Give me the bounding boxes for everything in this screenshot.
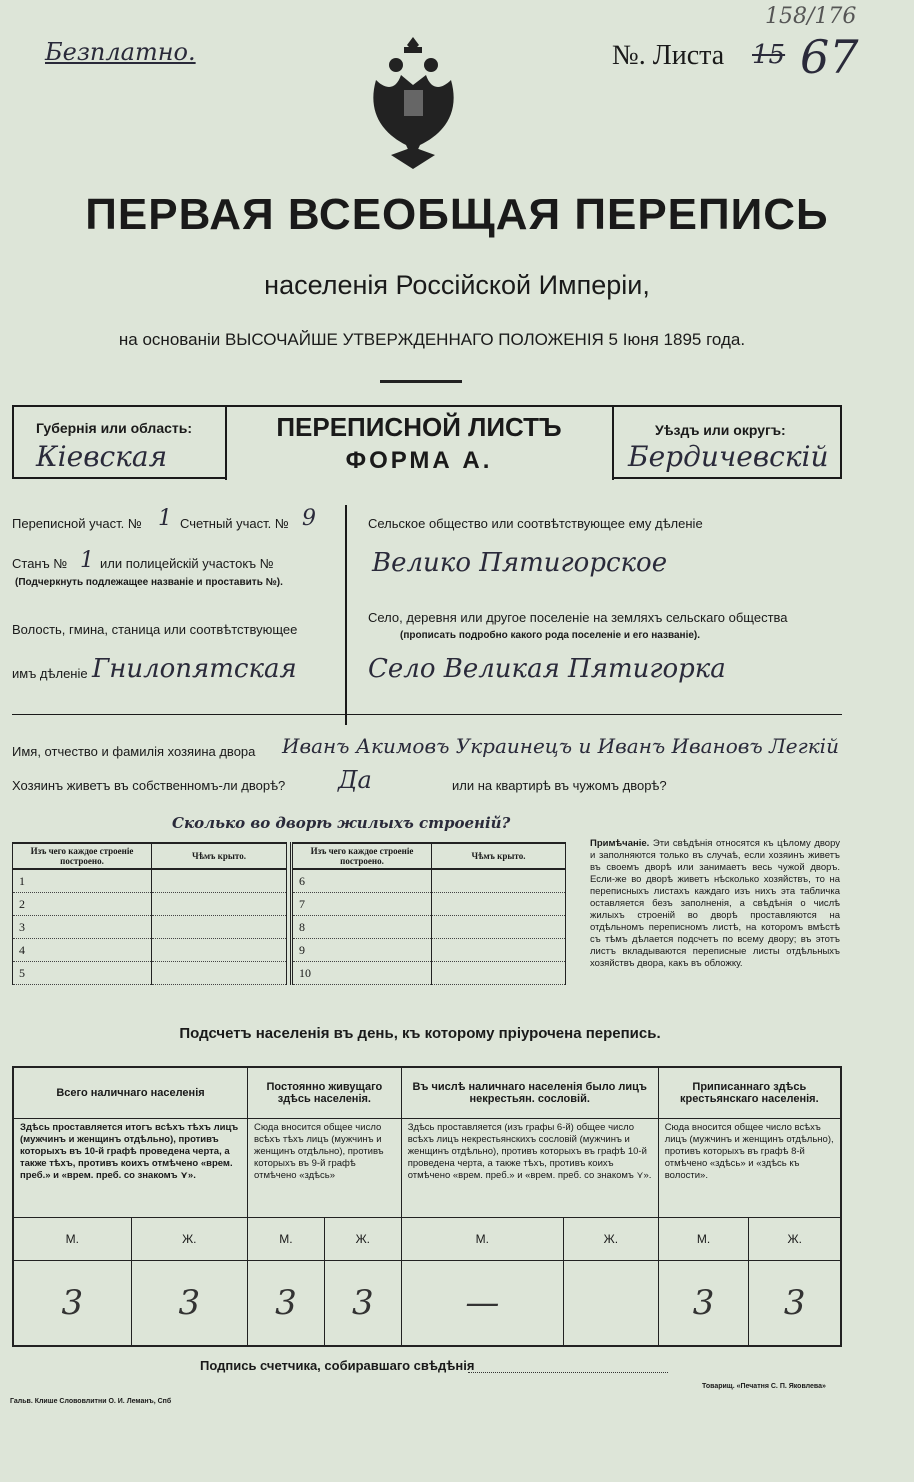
permanent-female-value: 3 <box>324 1261 401 1347</box>
form-type-title: ПЕРЕПИСНОЙ ЛИСТЪ <box>276 412 562 442</box>
table-row: 4 <box>13 939 287 962</box>
sheet-number-label: №. Листа <box>612 40 725 71</box>
archive-mark: 158/176 <box>765 4 857 29</box>
ornament-divider <box>380 380 462 383</box>
male-header: М. <box>658 1218 749 1261</box>
count-col-1-head: Всего наличнаго населенія <box>13 1067 248 1119</box>
table-row: 2 <box>13 893 287 916</box>
count-district-label: Счетный участ. № <box>180 516 289 531</box>
noncrest-female-value <box>563 1261 658 1347</box>
form-type-subtitle: ФОРМА А. <box>345 447 493 474</box>
uezd-value: Бердичевскій <box>628 440 829 473</box>
table-row: 9 <box>292 939 566 962</box>
table-row: 6 <box>292 869 566 893</box>
count-col-4-head: Приписаннаго здѣсь крестьянскаго населенія. <box>658 1067 841 1119</box>
permanent-male-value: 3 <box>248 1261 325 1347</box>
uezd-label: Уѣздъ или округъ: <box>655 422 786 438</box>
buildings-question: Сколько во дворѣ жилыхъ строеній? <box>172 814 511 832</box>
owner-name-value: Иванъ Акимовъ Украинецъ и Иванъ Ивановъ Легкій <box>282 734 839 758</box>
volost-label: Волость, гмина, станица или соотвѣтствующее <box>12 622 298 637</box>
total-female-value: 3 <box>131 1261 247 1347</box>
buildings-table-right: Изъ чего каждое строеніе построено. Чѣмъ крыто. 6 7 8 9 10 <box>290 842 566 985</box>
owner-lives-label: Хозяинъ живетъ въ собственномъ-ли дворѣ? <box>12 778 286 793</box>
female-header: Ж. <box>324 1218 401 1261</box>
village-value: Село Великая Пятигорка <box>368 654 726 684</box>
female-header: Ж. <box>749 1218 841 1261</box>
society-label: Сельское общество или соотвѣтствующее ему дѣленіе <box>368 516 703 531</box>
printer-left: Гальв. Клише Слововлитни О. И. Леманъ, Спб <box>10 1398 172 1405</box>
noncrest-male-value: — <box>401 1261 563 1347</box>
table-row: 1 <box>13 869 287 893</box>
double-headed-eagle-emblem <box>366 35 461 175</box>
owner-lives-value: Да <box>338 766 372 794</box>
note-text: Эти свѣдѣнія относятся къ цѣлому двору и заполняются только въ случаѣ, если хозяинъ живетъ въ своемъ дворѣ или занимаетъ весь чужой дворъ. Если-же во дворѣ живетъ нѣсколько хозяйствъ, то на переписныхъ листахъ каждаго изъ нихъ эта табличка оставляется безъ заполненія, а свѣдѣнія о числѣ жилыхъ строеній во дворѣ проставляются на отдѣльномъ переписномъ листѣ, на которомъ вмѣстѣ съ тѣмъ дѣлается подсчетъ по всему двору; въ этотъ листъ вкладываются переписные листы отдѣльныхъ хозяйствъ двора, какъ въ обложку. <box>590 838 841 969</box>
form-basis-line: на основаніи ВЫСОЧАЙШЕ УТВЕРЖДЕННАГО ПОЛОЖЕНІЯ 5 Іюня 1895 года. <box>118 330 746 349</box>
count-col-3-desc: Здѣсь проставляется (изъ графы 6-й) общее число всѣхъ лицъ некрестьянскихъ сословій (мужчинъ и женщинъ отдѣльно), противъ которыхъ въ графѣ 10-й проведена черта, а также тѣхъ, противъ коихъ отмѣчено «врем. преб.» и «врем. преб. со знакомъ ⋎». <box>401 1119 658 1218</box>
sheet-number-struck: 15 <box>752 40 786 70</box>
total-male-value: 3 <box>13 1261 131 1347</box>
volost-value: Гнилопятская <box>92 654 297 684</box>
count-title: Подсчетъ населенія въ день, къ которому пріурочена перепись. <box>179 1025 661 1042</box>
form-main-title: ПЕРВАЯ ВСЕОБЩАЯ ПЕРЕПИСЬ <box>85 190 829 239</box>
signature-line[interactable] <box>468 1372 668 1373</box>
table-row: 8 <box>292 916 566 939</box>
police-district-label: или полицейскій участокъ № <box>100 556 274 571</box>
male-header: М. <box>401 1218 563 1261</box>
stan-label: Станъ № <box>12 556 68 571</box>
population-count-table <box>12 1066 842 1347</box>
owner-name-label: Имя, отчество и фамилія хозяина двора <box>12 744 256 759</box>
census-district-label: Переписной участ. № <box>12 516 142 531</box>
table-row: 5 <box>13 962 287 985</box>
owner-apartment-label: или на квартирѣ въ чужомъ дворѣ? <box>452 778 667 793</box>
count-col-2-head: Постоянно живущаго здѣсь населенія. <box>248 1067 402 1119</box>
printer-right: Товарищ. «Печатня С. П. Яковлева» <box>702 1383 826 1390</box>
village-note: (прописать подробно какого рода поселеніе и его названіе). <box>400 630 701 641</box>
count-col-2-desc: Сюда вносится общее число всѣхъ тѣхъ лицъ (мужчинъ и женщинъ отдѣльно), противъ которыхъ въ 9-й графѣ отмѣчено «здѣсь» <box>248 1119 402 1218</box>
male-header: М. <box>248 1218 325 1261</box>
gubernia-label: Губернія или область: <box>36 420 193 436</box>
buildings-table-left <box>12 842 287 985</box>
stan-value: 1 <box>80 548 94 573</box>
col-built-header: Изъ чего каждое строеніе построено. <box>13 843 152 869</box>
count-col-1-desc: Здѣсь проставляется итогъ всѣхъ тѣхъ лицъ (мужчинъ и женщинъ отдѣльно), противъ которыхъ въ 10-й графѣ проведена черта, а также тѣхъ, противъ коихъ отмѣчено «врем. преб.» и «врем. преб. со знакомъ ⋎». <box>13 1119 248 1218</box>
census-district-value: 1 <box>158 506 172 531</box>
note-title: Примѣчаніе. <box>590 838 650 849</box>
table-row: 7 <box>292 893 566 916</box>
gubernia-value: Кіевская <box>36 440 168 473</box>
form-subtitle: населенія Россійской Имперіи, <box>264 270 650 300</box>
society-value: Велико Пятигорское <box>372 548 668 578</box>
peasant-male-value: 3 <box>658 1261 749 1347</box>
volost-label-cont: имъ дѣленіе <box>12 666 88 681</box>
village-label: Село, деревня или другое поселеніе на земляхъ сельскаго общества <box>368 610 788 625</box>
peasant-female-value: 3 <box>749 1261 841 1347</box>
table-row: 3 <box>13 916 287 939</box>
sheet-number-value: 67 <box>800 30 859 84</box>
free-label: Безплатно. <box>45 38 196 66</box>
male-header: М. <box>13 1218 131 1261</box>
buildings-note <box>590 838 840 970</box>
female-header: Ж. <box>563 1218 658 1261</box>
female-header: Ж. <box>131 1218 247 1261</box>
stan-note: (Подчеркнуть подлежащее названіе и проставить №). <box>15 577 283 588</box>
count-district-value: 9 <box>302 506 316 531</box>
col-roof-header: Чѣмъ крыто. <box>152 843 287 869</box>
table-row: 10 <box>292 962 566 985</box>
signature-label: Подпись счетчика, собиравшаго свѣдѣнія <box>200 1358 475 1373</box>
count-col-4-desc: Сюда вносится общее число всѣхъ лицъ (мужчинъ и женщинъ отдѣльно), противъ которыхъ въ графѣ 8-й отмѣчено «здѣсь» и «здѣсь къ волости». <box>658 1119 841 1218</box>
count-col-3-head: Въ числѣ наличнаго населенія было лицъ некрестьян. сословій. <box>401 1067 658 1119</box>
